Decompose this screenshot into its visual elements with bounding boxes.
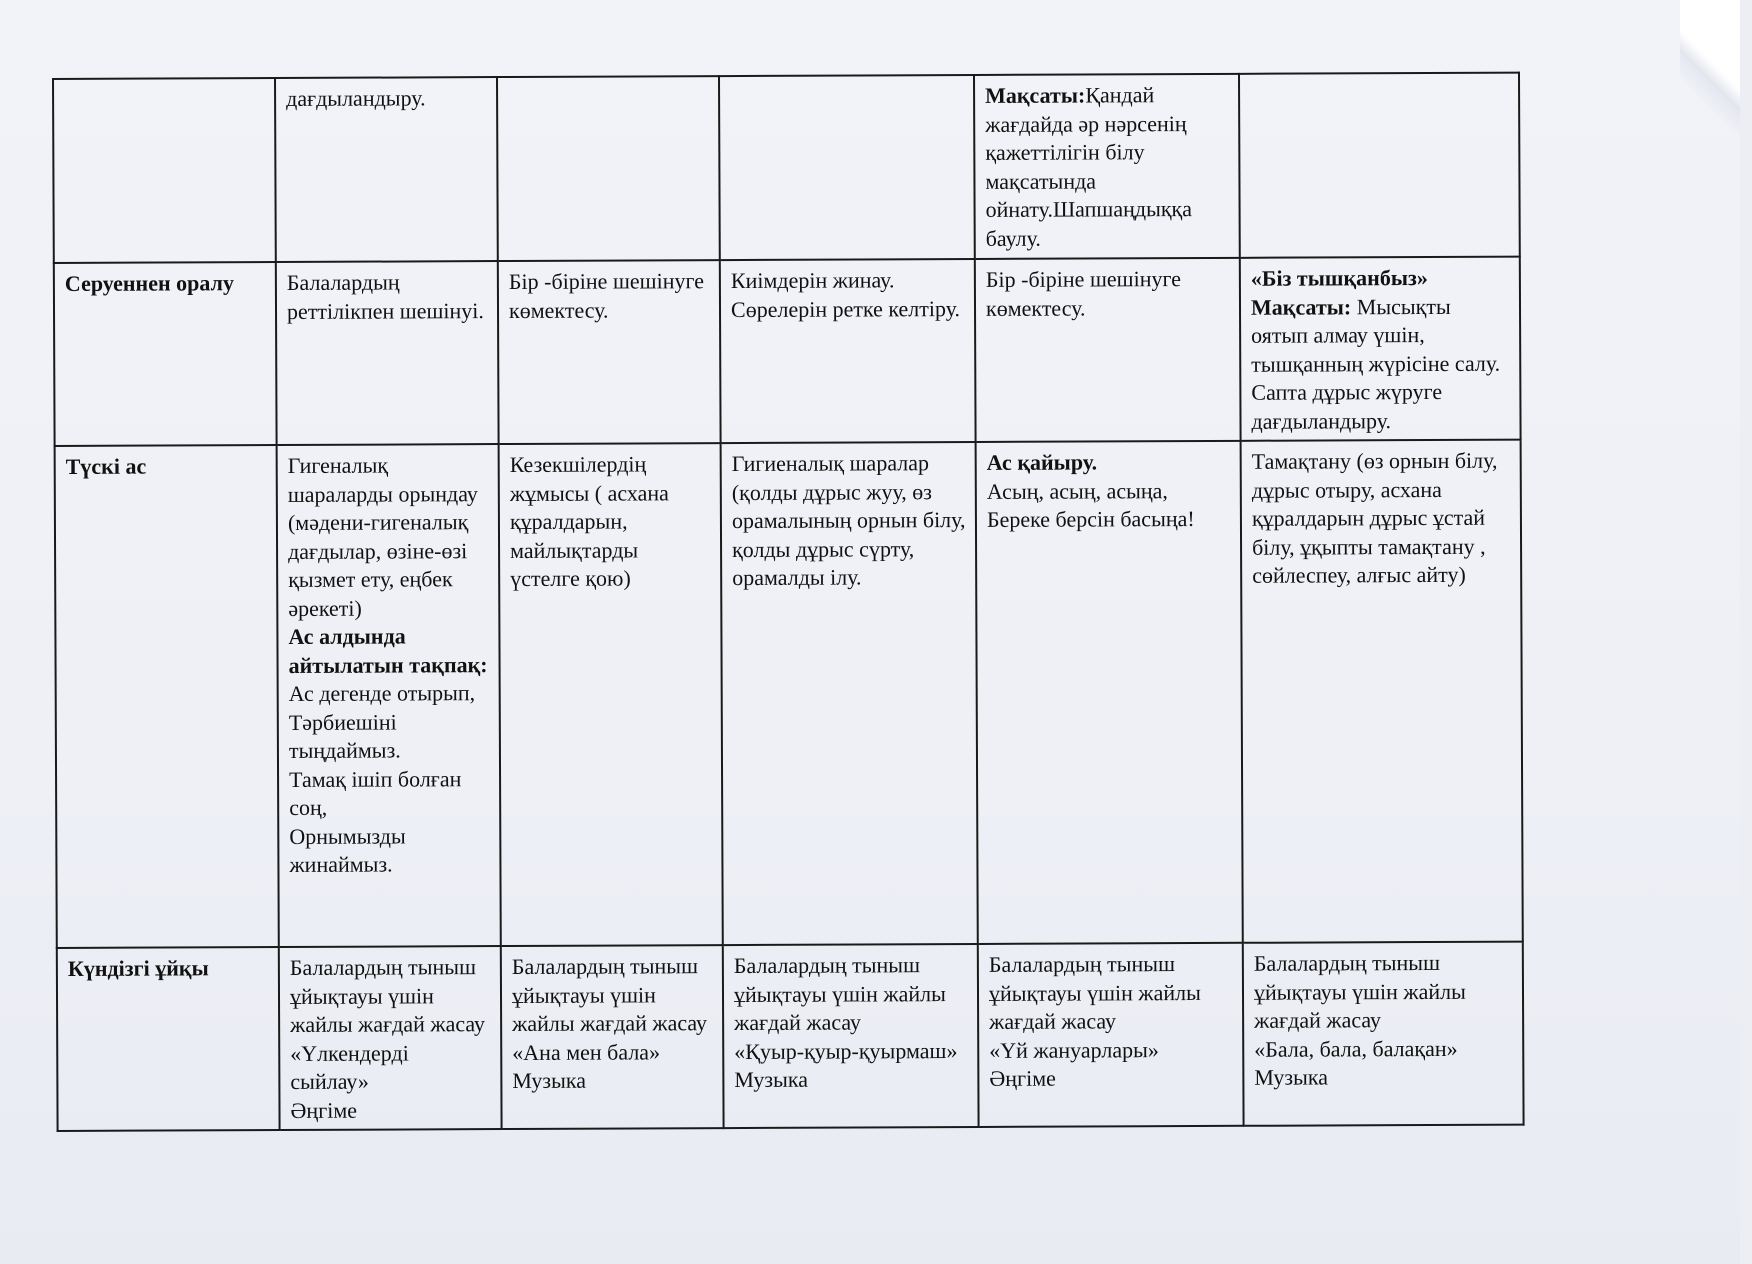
cell-text: Мысықты оятып алмау үшін, тышқанның жүрісіне салу. Сапта дұрыс жүруге дағдыландыру. [1251, 293, 1501, 434]
cell-heading: Ас алдында айтылатын тақпақ: [288, 623, 488, 678]
table-cell [974, 74, 1240, 259]
table-cell [498, 260, 721, 444]
table-cell [1240, 257, 1521, 441]
cell-text: Музыка [734, 1066, 809, 1093]
cell-heading: Ас қайыру. [986, 449, 1098, 475]
table-cell [720, 259, 976, 443]
cell-text: «Ана мен бала» [512, 1038, 661, 1065]
cell-text: Балалардың реттілікпен шешінуі. [286, 269, 484, 324]
table-cell [499, 443, 723, 946]
row-label-cell [54, 262, 277, 446]
table-cell [497, 76, 720, 261]
verse-line: Асың, асың, асыңа, [986, 477, 1168, 504]
cell-text: Балалардың тыныш ұйықтауы үшін жайлы жағдай жасау [733, 952, 946, 1036]
cell-text: «Қуыр-қуыр-қуырмаш» [734, 1037, 958, 1064]
verse-line: Орнымызды жинаймыз. [289, 822, 406, 877]
cell-text: «Үй жануарлары» [989, 1036, 1159, 1063]
cell-text: Гигеналық шараларды орындау (мәдени-гигеналық дағдылар, өзіне-өзі қызмет ету, еңбек әрекеті) [287, 452, 478, 621]
cell-text: Киімдерін жинау. Сөрелерін ретке келтіру. [730, 267, 961, 322]
table-cell [279, 946, 502, 1130]
row-label: Түскі ас [65, 453, 147, 479]
cell-text: Бір -біріне шешінуге көмектесу. [508, 268, 705, 323]
table-cell [501, 945, 724, 1129]
table-row [53, 73, 1520, 263]
cell-text: Балалардың тыныш ұйықтауы үшін жайлы жағдай жасау [289, 954, 486, 1037]
cell-text: Бір -біріне шешінуге көмектесу. [985, 266, 1182, 321]
table-cell [277, 444, 501, 947]
table-cell [975, 258, 1241, 442]
cell-text: дағдыландыру. [286, 85, 426, 111]
table-cell [1243, 942, 1524, 1126]
cell-text: Музыка [512, 1067, 587, 1094]
verse-line: Ас дегенде отырып, [288, 680, 476, 706]
table-row [55, 440, 1523, 948]
row-label-cell [53, 78, 276, 263]
row-label: Серуеннен оралу [64, 270, 234, 296]
table-cell [276, 261, 499, 445]
cell-text: Қандай жағдайда әр нәрсенің қажеттілігін білу мақсатында ойнату.Шапшаңдыққа баулу. [985, 82, 1193, 251]
verse-line: Тамақ ішіп болған соң, [289, 765, 462, 820]
table-cell [976, 441, 1243, 944]
daily-schedule-table [52, 72, 1525, 1132]
cell-text: Балалардың тыныш ұйықтауы үшін жайлы жағдай жасау [1253, 949, 1466, 1033]
cell-text: Балалардың тыныш ұйықтауы үшін жайлы жағдай жасау [988, 951, 1201, 1034]
table-cell [723, 944, 979, 1128]
row-label: Күндізгі ұйқы [67, 955, 209, 981]
cell-text: Гигиеналық шаралар (қолды дұрыс жуу, өз орамалының орнын білу, қолды дұрыс сүрту, орамалды ілу. [731, 450, 966, 591]
cell-heading: Мақсаты: [985, 82, 1086, 108]
page-corner-fold [1680, 0, 1740, 140]
cell-text: Музыка [1254, 1064, 1329, 1090]
cell-text: Әңгіме [290, 1097, 358, 1123]
cell-text: «Бала, бала, балақан» [1254, 1035, 1458, 1062]
table-cell [1239, 73, 1520, 258]
cell-subheading: Мақсаты: [1250, 293, 1352, 320]
table-cell [719, 75, 975, 260]
cell-text: Кезекшілердің жұмысы ( асхана құралдарын, майлықтарды үстелге қою) [509, 451, 669, 592]
cell-text: Әңгіме [989, 1065, 1056, 1091]
table-row [54, 257, 1521, 446]
verse-line: Тәрбиешіні тыңдаймыз. [288, 709, 401, 763]
table-cell [978, 943, 1244, 1127]
table-cell [721, 442, 978, 945]
cell-text: Балалардың тыныш ұйықтауы үшін жайлы жағдай жасау [511, 953, 708, 1037]
cell-heading: «Біз тышқанбыз» [1250, 264, 1428, 291]
row-label-cell [57, 947, 280, 1131]
cell-text: «Үлкендерді сыйлау» [290, 1039, 409, 1094]
verse-line: Береке берсін басыңа! [986, 506, 1195, 532]
table-cell [275, 77, 498, 262]
cell-text: Тамақтану (өз орнын білу, дұрыс отыру, асхана құралдарын дұрыс ұстай білу, ұқыпты тамақтану , сөйлеспеу, алғыс айту) [1251, 447, 1498, 588]
table-row [57, 942, 1524, 1131]
row-label-cell [55, 445, 279, 948]
table-cell [1241, 440, 1523, 943]
